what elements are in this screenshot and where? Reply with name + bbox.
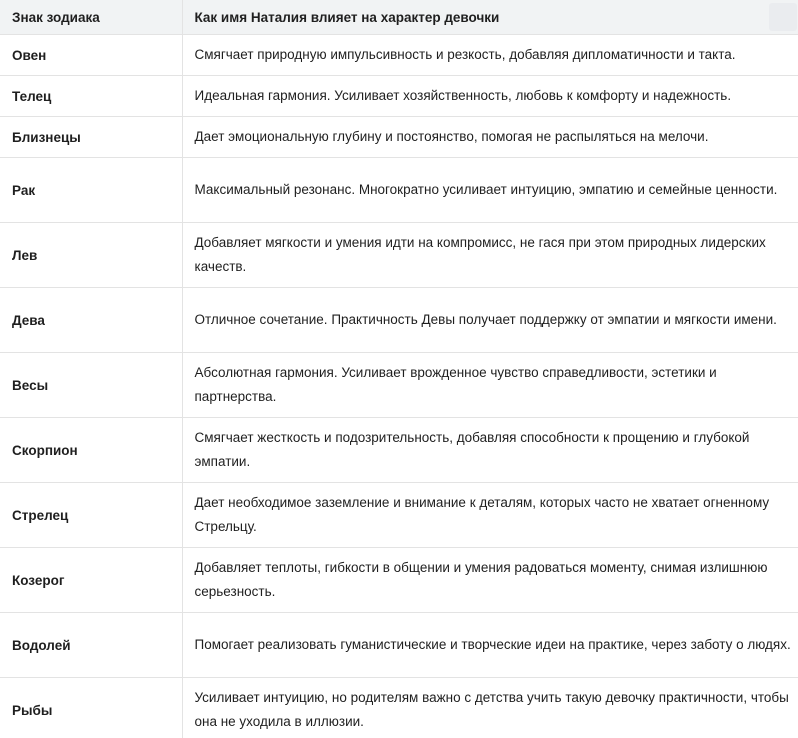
- zodiac-sign-cell: Рыбы: [0, 678, 182, 738]
- influence-cell: Усиливает интуицию, но родителям важно с детства учить такую девочку практичности, чтобы она не уходила в иллюзии.: [182, 678, 798, 738]
- zodiac-sign-cell: Козерог: [0, 548, 182, 613]
- table-row: [0, 418, 798, 483]
- zodiac-sign-cell: Дева: [0, 288, 182, 353]
- header-name-influence: Как имя Наталия влияет на характер девочки: [182, 0, 798, 35]
- zodiac-sign-cell: Водолей: [0, 613, 182, 678]
- table-row: [0, 35, 798, 76]
- zodiac-sign-cell: Весы: [0, 353, 182, 418]
- table-row: [0, 223, 798, 288]
- influence-cell: Идеальная гармония. Усиливает хозяйственность, любовь к комфорту и надежность.: [182, 76, 798, 117]
- influence-cell: Добавляет теплоты, гибкости в общении и умения радоваться моменту, снимая излишнюю серьезность.: [182, 548, 798, 613]
- influence-cell: Отличное сочетание. Практичность Девы получает поддержку от эмпатии и мягкости имени.: [182, 288, 798, 353]
- zodiac-sign-cell: Телец: [0, 76, 182, 117]
- zodiac-sign-cell: Рак: [0, 158, 182, 223]
- influence-cell: Смягчает природную импульсивность и резкость, добавляя дипломатичности и такта.: [182, 35, 798, 76]
- table-row: [0, 483, 798, 548]
- table-row: [0, 548, 798, 613]
- copy-table-button[interactable]: [769, 3, 797, 31]
- table-row: [0, 117, 798, 158]
- influence-cell: Дает необходимое заземление и внимание к деталям, которых часто не хватает огненному Стрельцу.: [182, 483, 798, 548]
- table-row: [0, 678, 798, 738]
- zodiac-sign-cell: Близнецы: [0, 117, 182, 158]
- zodiac-sign-cell: Скорпион: [0, 418, 182, 483]
- influence-cell: Максимальный резонанс. Многократно усиливает интуицию, эмпатию и семейные ценности.: [182, 158, 798, 223]
- zodiac-sign-cell: Овен: [0, 35, 182, 76]
- table-row: [0, 353, 798, 418]
- header-zodiac-sign: Знак зодиака: [0, 0, 182, 35]
- zodiac-sign-cell: Лев: [0, 223, 182, 288]
- table-row: [0, 613, 798, 678]
- table-header-row: [0, 0, 798, 35]
- influence-cell: Помогает реализовать гуманистические и творческие идеи на практике, через заботу о людях.: [182, 613, 798, 678]
- influence-cell: Дает эмоциональную глубину и постоянство, помогая не распыляться на мелочи.: [182, 117, 798, 158]
- influence-cell: Смягчает жесткость и подозрительность, добавляя способности к прощению и глубокой эмпатии.: [182, 418, 798, 483]
- influence-cell: Абсолютная гармония. Усиливает врожденное чувство справедливости, эстетики и партнерства.: [182, 353, 798, 418]
- table-row: [0, 158, 798, 223]
- table-row: [0, 288, 798, 353]
- zodiac-sign-cell: Стрелец: [0, 483, 182, 548]
- table-row: [0, 76, 798, 117]
- influence-cell: Добавляет мягкости и умения идти на компромисс, не гася при этом природных лидерских качеств.: [182, 223, 798, 288]
